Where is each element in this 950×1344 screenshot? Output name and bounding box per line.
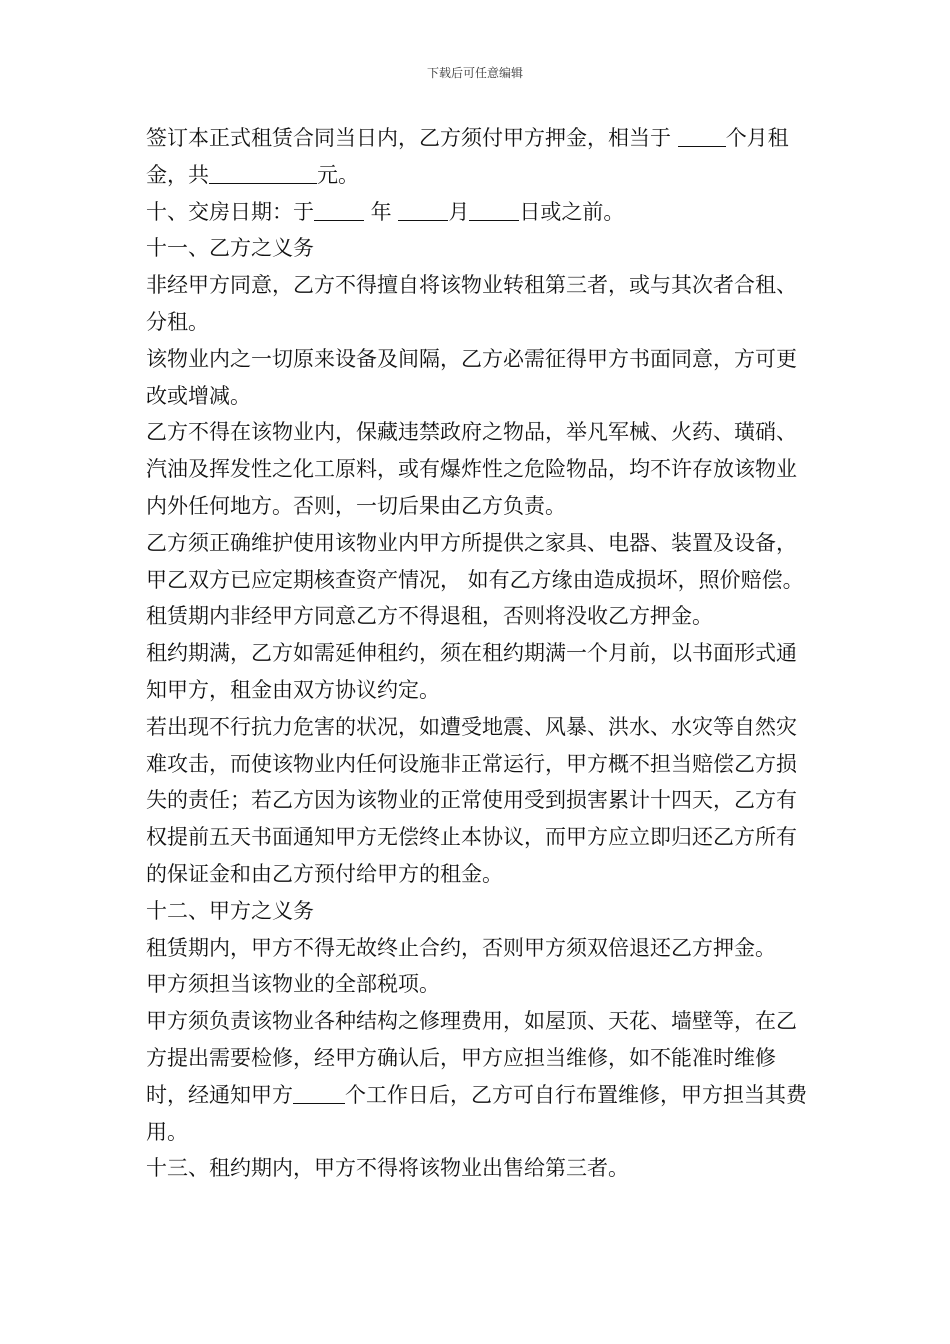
page-header: 下载后可任意编辑 [426,66,523,80]
blank-field [314,200,364,221]
paragraph: 甲方须担当该物业的全部税项。 [146,972,440,997]
paragraph-deposit: 签订本正式租赁合同当日内，乙方须付甲方押金，相当于 个月租金，共 元。 [146,126,789,187]
paragraph: 租赁期内，甲方不得无故终止合约，否则甲方须双倍退还乙方押金。 [146,935,776,960]
paragraph: 乙方须正确维护使用该物业内甲方所提供之家具、电器、装置及设备，甲乙双方已应定期核查资产情况， 如有乙方缘由造成损坏，照价赔偿。 [146,530,804,592]
section-heading: 十一、乙方之义务 [146,236,314,261]
paragraph: 该物业内之一切原来设备及间隔，乙方必需征得甲方书面同意，方可更改或增减。 [146,346,797,408]
paragraph: 若出现不行抗力危害的状况，如遭受地震、风暴、洪水、水灾等自然灾难攻击，而使该物业内任何设施非正常运行，甲方概不担当赔偿乙方损失的责任；若乙方因为该物业的正常使用受到损害累计十四天，乙方有权提前五天书面通知甲方无偿终止本协议，而甲方应立即归还乙方所有的保证金和由乙方预付给甲方的租金。 [146,714,797,886]
document-body [146,120,810,1187]
section-heading: 十二、甲方之义务 [146,898,314,923]
paragraph: 非经甲方同意，乙方不得擅自将该物业转租第三者，或与其次者合租、分租。 [146,273,797,334]
blank-field [469,200,519,221]
blank-field [209,163,317,184]
blank-field [398,200,448,221]
paragraph: 乙方不得在该物业内，保藏违禁政府之物品，举凡军械、火药、璜硝、汽油及挥发性之化工原料，或有爆炸性之危险物品，均不许存放该物业内外任何地方。否则，一切后果由乙方负责。 [146,420,797,518]
paragraph-repairs: 甲方须负责该物业各种结构之修理费用，如屋顶、天花、墙壁等，在乙方提出需要检修，经甲方确认后，甲方应担当维修，如不能准时维修时，经通知甲方 个工作日后，乙方可自行布置维修，甲方担当其费用。 [146,1009,807,1144]
paragraph: 租约期满，乙方如需延伸租约，须在租约期满一个月前，以书面形式通知甲方，租金由双方协议约定。 [146,641,797,702]
blank-field [678,126,726,147]
paragraph: 租赁期内非经甲方同意乙方不得退租，否则将没收乙方押金。 [146,604,713,629]
blank-field [293,1083,345,1104]
section-heading: 十三、租约期内，甲方不得将该物业出售给第三者。 [146,1156,629,1181]
paragraph-handover-date: 十、交房日期：于 年 月 日或之前。 [146,199,625,224]
